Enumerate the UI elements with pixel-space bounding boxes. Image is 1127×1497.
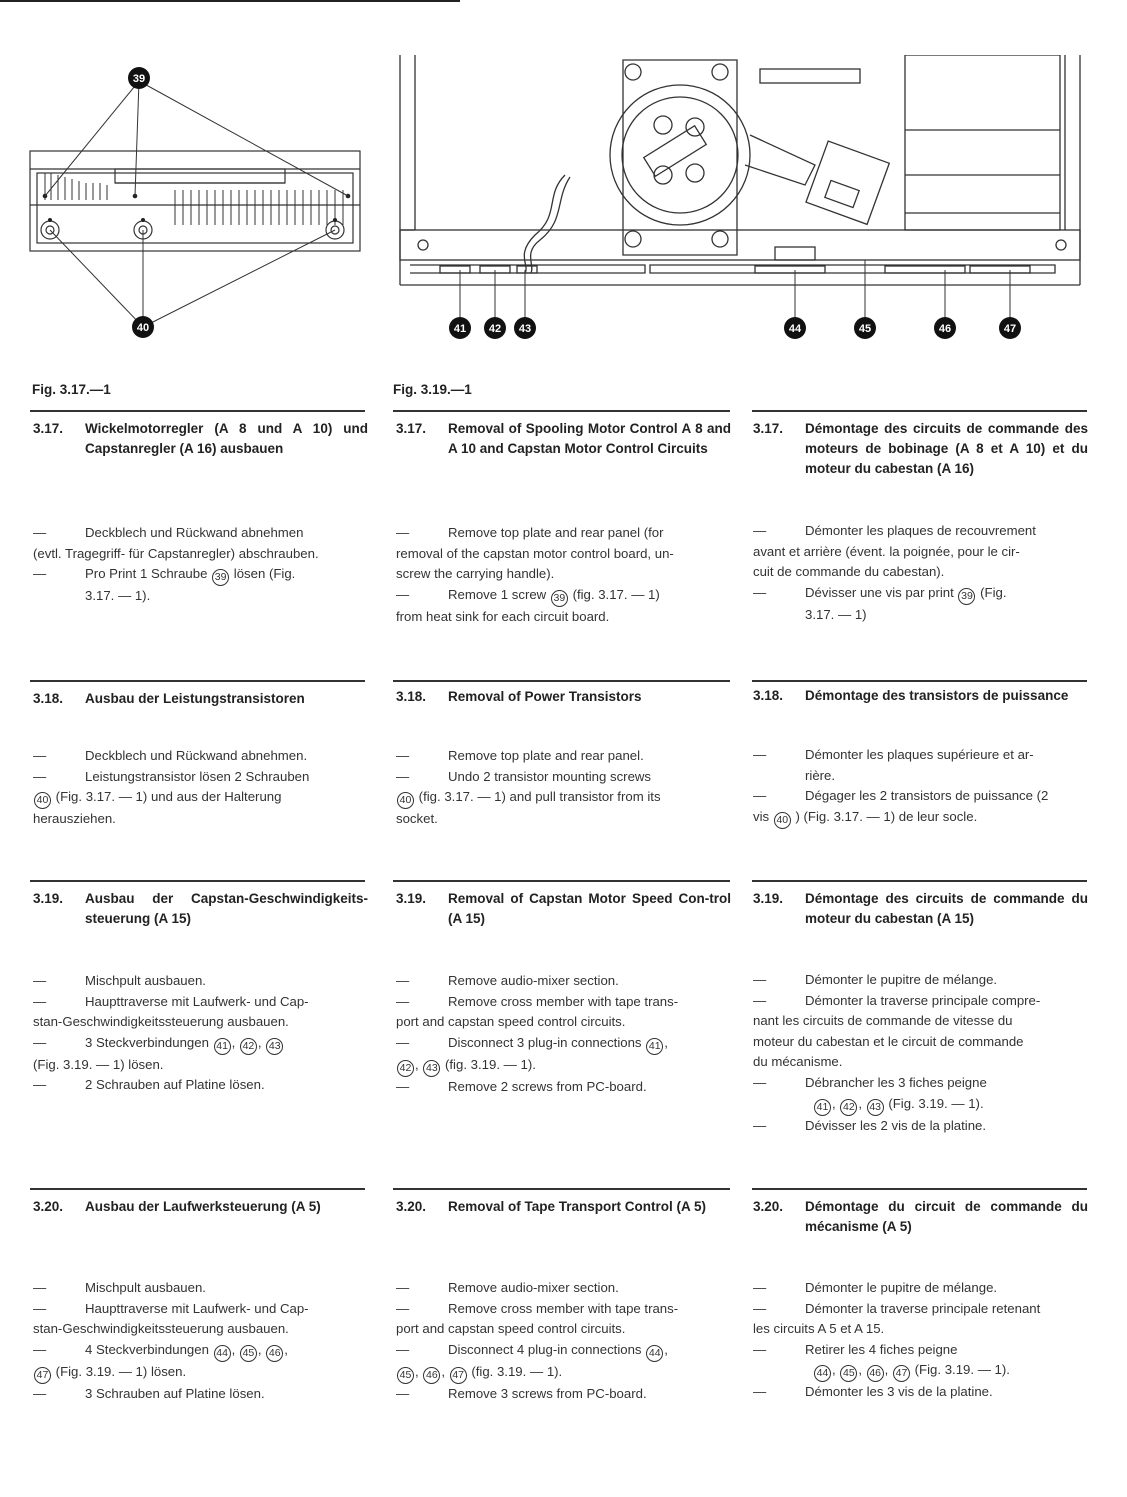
section-rule <box>752 880 1087 882</box>
body-3-17-fr: — Démonter les plaques de recouvrement avant et arrière (évent. la poignée, pour le cir- cuit de commande du cabestan). — Dévisser une vis par print 39 (Fig. 3.17. — 1) <box>753 523 1036 622</box>
callout-45 <box>854 317 876 339</box>
callout-39 <box>128 67 150 89</box>
body-3-20-en: — Remove audio-mixer section. — Remove cross member with tape trans- port and capstan speed control circuits. — Disconnect 4 plug-in connections 44 , 45 , 46 , 47 (fig. 3.19. — 1). — Remove 3 screws from PC-board. <box>396 1280 679 1401</box>
svg-text:39: 39 <box>132 73 146 85</box>
callout-47 <box>999 317 1021 339</box>
svg-text:43: 43 <box>518 323 532 335</box>
svg-text:40: 40 <box>136 322 150 334</box>
top-rule <box>0 0 460 2</box>
section-rule <box>393 880 730 882</box>
heading-3-19-en: 3.19. Removal of Capstan Motor Speed Con-trol (A 15) <box>396 891 731 926</box>
section-rule <box>752 410 1087 412</box>
body-3-18-de: — Deckblech und Rückwand abnehmen. — Leistungstransistor lösen 2 Schrauben 40 (Fig. 3.17. — 1) und aus der Halterung herausziehen. <box>33 748 310 827</box>
figure-caption-left: Fig. 3.17.—1 <box>32 382 111 397</box>
heading-3-20-de: 3.20. Ausbau der Laufwerksteuerung (A 5) <box>33 1199 321 1214</box>
section-rule <box>393 1188 730 1190</box>
svg-text:47: 47 <box>1003 323 1017 335</box>
body-3-18-en: — Remove top plate and rear panel. — Undo 2 transistor mounting screws 40 (fig. 3.17. — 1) and pull transistor from its socket. <box>396 748 661 827</box>
section-rule <box>30 1188 365 1190</box>
heading-3-17-en: 3.17. Removal of Spooling Motor Control A 8 and A 10 and Capstan Motor Control Circuits <box>396 421 731 456</box>
figure-3-17-1 <box>25 65 370 345</box>
section-rule <box>752 1188 1087 1190</box>
callout-42 <box>484 317 506 339</box>
section-rule <box>30 410 365 412</box>
heading-3-18-fr: 3.18. Démontage des transistors de puissance <box>753 688 1069 703</box>
svg-text:46: 46 <box>938 323 952 335</box>
section-rule <box>752 680 1087 682</box>
callout-41 <box>449 317 471 339</box>
heading-3-18-de: 3.18. Ausbau der Leistungstransistoren <box>33 691 305 706</box>
callout-46 <box>934 317 956 339</box>
svg-text:42: 42 <box>488 323 502 335</box>
svg-text:41: 41 <box>453 323 467 335</box>
section-rule <box>393 410 730 412</box>
figure-caption-right: Fig. 3.19.—1 <box>393 382 472 397</box>
body-3-20-de: — Mischpult ausbauen. — Haupttraverse mit Laufwerk- und Cap- stan-Geschwindigkeitssteuerung ausbauen. — 4 Steckverbindungen 44 , 45 , 46 , 47 (Fig. 3.19. — 1) lösen. — 3 Schrauben auf Platine lösen. <box>33 1280 309 1401</box>
body-3-19-en: — Remove audio-mixer section. — Remove cross member with tape trans- port and capstan speed control circuits. — Disconnect 3 plug-in connections 41 , 42 , 43 (fig. 3.19. — 1). — Remove 2 screws from PC-board. <box>396 973 679 1094</box>
callout-44 <box>784 317 806 339</box>
svg-text:45: 45 <box>858 323 872 335</box>
section-rule <box>30 880 365 882</box>
callout-43 <box>514 317 536 339</box>
section-rule <box>30 680 365 682</box>
body-3-18-fr: — Démonter les plaques supérieure et ar- rière. — Dégager les 2 transistors de puissance (2 vis 40 ) (Fig. 3.17. — 1) de leur socle. <box>753 745 1088 829</box>
section-rule <box>393 680 730 682</box>
callout-40 <box>132 316 154 338</box>
body-3-19-de: — Mischpult ausbauen. — Haupttraverse mit Laufwerk- und Cap- stan-Geschwindigkeitssteuerung ausbauen. — 3 Steckverbindungen 41 , 42 , 43 (Fig. 3.19. — 1) lösen. — 2 Schrauben auf Platine lösen. <box>33 973 309 1093</box>
heading-3-20-en: 3.20. Removal of Tape Transport Control (A 5) <box>396 1199 707 1214</box>
heading-3-17-de: 3.17. Wickelmotorregler (A 8 und A 10) und Capstanregler (A 16) ausbauen <box>33 421 368 456</box>
heading-3-19-fr: 3.19. Démontage des circuits de commande du moteur du cabestan (A 15) <box>753 891 1088 926</box>
heading-3-19-de: 3.19. Ausbau der Capstan-Geschwindigkeits-steuerung (A 15) <box>33 891 368 926</box>
body-3-19-fr: — Démonter le pupitre de mélange. — Démonter la traverse principale compre- nant les circuits de commande de vitesse du moteur du cabestan et le circuit de commande du mécanisme. — Débrancher les 3 fiches peigne 41 , 42 , 43 (Fig. 3.19. — 1). — Dévisser les 2 vis de la platine. <box>753 972 1041 1133</box>
figure-3-19-1 <box>395 55 1090 345</box>
heading-3-18-en: 3.18. Removal of Power Transistors <box>396 689 642 704</box>
body-3-20-fr: — Démonter le pupitre de mélange. — Démonter la traverse principale retenant les circuits A 5 et A 15. — Retirer les 4 fiches peigne 44 , 45 , 46 , 47 (Fig. 3.19. — 1). — Démonter les 3 vis de la platine. <box>753 1280 1041 1400</box>
heading-3-17-fr: 3.17. Démontage des circuits de commande des moteurs de bobinage (A 8 et A 10) et du moteur du cabestan (A 16) <box>753 421 1088 476</box>
body-3-17-de: — Deckblech und Rückwand abnehmen (evtl. Tragegriff- für Capstanregler) abschrauben. — Pro Print 1 Schraube 39 lösen (Fig. 3.17. — 1). <box>33 525 319 604</box>
body-3-17-en: — Remove top plate and rear panel (for removal of the capstan motor control board, un- screw the carrying handle). — Remove 1 screw 39 (fig. 3.17. — 1) from heat sink for each circuit board. <box>396 525 674 624</box>
heading-3-20-fr: 3.20. Démontage du circuit de commande du mécanisme (A 5) <box>753 1199 1088 1234</box>
svg-text:44: 44 <box>788 323 802 335</box>
